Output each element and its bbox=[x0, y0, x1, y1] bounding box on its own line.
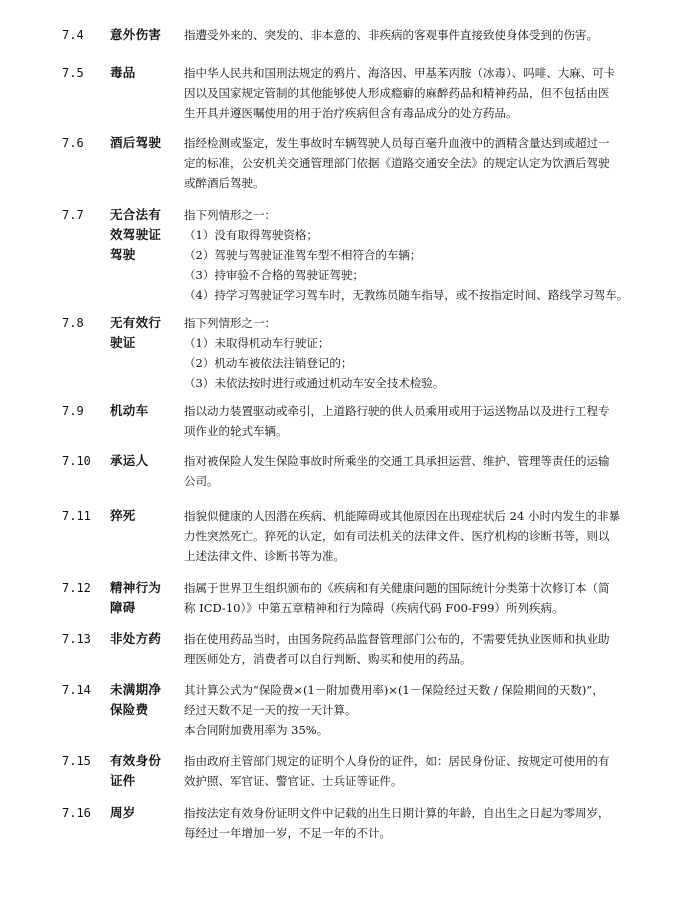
definition-line: 指以动力装置驱动或牵引，上道路行驶的供人员乘用或用于运送物品以及进行工程专 bbox=[184, 404, 610, 418]
defined-term bbox=[110, 751, 170, 791]
defined-term bbox=[110, 803, 170, 823]
defined-term bbox=[110, 133, 170, 153]
definition-line: 指遭受外来的、突发的、非本意的、非疾病的客观事件直接致使身体受到的伤害。 bbox=[184, 28, 598, 42]
definition-line: 本合同附加费用率为 35%。 bbox=[184, 723, 329, 737]
term-line: 机动车 bbox=[110, 403, 149, 418]
definition-line: 称 ICD-10）》中第五章精神和行为障碍（疾病代码 F00-F99）所列疾病。 bbox=[184, 601, 564, 615]
clause-number: 7.10 bbox=[62, 454, 91, 468]
clause-number: 7.12 bbox=[62, 581, 91, 595]
term-line: 无有效行 bbox=[110, 315, 162, 330]
defined-term bbox=[110, 205, 170, 265]
definition-line: （2）机动车被依法注销登记的； bbox=[184, 356, 353, 370]
definition-line: （2）驾驶与驾驶证准驾车型不相符合的车辆； bbox=[184, 248, 422, 262]
definition-text bbox=[184, 25, 664, 45]
clause-number: 7.8 bbox=[62, 316, 84, 330]
clause-number: 7.6 bbox=[62, 136, 84, 150]
definition-line: 力性突然死亡。猝死的认定，如有司法机关的法律文件、医疗机构的诊断书等，则以 bbox=[184, 529, 610, 543]
definition-line: 指经检测或鉴定，发生事故时车辆驾驶人员每百毫升血液中的酒精含量达到或超过一 bbox=[184, 136, 610, 150]
clause-number: 7.9 bbox=[62, 404, 84, 418]
definition-line: 理医师处方，消费者可以自行判断、购买和使用的药品。 bbox=[184, 652, 472, 666]
definition-line: 指对被保险人发生保险事故时所乘坐的交通工具承担运营、维护、管理等责任的运输 bbox=[184, 454, 610, 468]
clause-number: 7.13 bbox=[62, 632, 91, 646]
term-line: 猝死 bbox=[110, 508, 136, 523]
definition-line: （1）没有取得驾驶资格； bbox=[184, 228, 318, 242]
definition-line: 或醉酒后驾驶。 bbox=[184, 176, 265, 190]
term-line: 毒品 bbox=[110, 65, 136, 80]
definition-line: （4）持学习驾驶证学习驾车时，无教练员随车指导，或不按指定时间、路线学习驾车。 bbox=[184, 288, 629, 302]
term-line: 酒后驾驶 bbox=[110, 135, 162, 150]
definition-line: 指下列情形之一： bbox=[184, 316, 276, 330]
definition-line: 指属于世界卫生组织颁布的《疾病和有关健康问题的国际统计分类第十次修订本（简 bbox=[184, 581, 610, 595]
definition-line: 指貌似健康的人因潜在疾病、机能障碍或其他原因在出现症状后 24 小时内发生的非暴 bbox=[184, 509, 620, 523]
definition-text bbox=[184, 63, 664, 123]
definition-line: （1）未取得机动车行驶证； bbox=[184, 336, 330, 350]
definition-line: 指由政府主管部门规定的证明个人身份的证件，如：居民身份证、按规定可使用的有 bbox=[184, 754, 610, 768]
definition-text bbox=[184, 680, 664, 740]
definition-text bbox=[184, 133, 664, 193]
defined-term bbox=[110, 25, 170, 45]
definition-line: 效护照、军官证、警官证、士兵证等证件。 bbox=[184, 774, 403, 788]
defined-term bbox=[110, 313, 170, 353]
definition-line: 公司。 bbox=[184, 474, 219, 488]
definition-text bbox=[184, 451, 664, 491]
term-line: 驶证 bbox=[110, 335, 136, 350]
definition-line: 生开具并遵医嘱使用的用于治疗疾病但含有毒品成分的处方药品。 bbox=[184, 106, 518, 120]
clause-number: 7.5 bbox=[62, 66, 84, 80]
definition-line: 指中华人民共和国刑法规定的鸦片、海洛因、甲基苯丙胺（冰毒）、吗啡、大麻、可卡 bbox=[184, 66, 616, 80]
term-line: 非处方药 bbox=[110, 631, 162, 646]
definition-text bbox=[184, 205, 664, 305]
definition-text bbox=[184, 803, 664, 843]
definition-line: （3）持审验不合格的驾驶证驾驶； bbox=[184, 268, 364, 282]
defined-term bbox=[110, 506, 170, 526]
definition-text bbox=[184, 401, 664, 441]
definition-line: 因以及国家规定管制的其他能够使人形成瘾癖的麻醉药品和精神药品，但不包括由医 bbox=[184, 86, 610, 100]
defined-term bbox=[110, 680, 170, 720]
definition-line: 指下列情形之一： bbox=[184, 208, 276, 222]
definition-text bbox=[184, 578, 664, 618]
definition-text bbox=[184, 751, 664, 791]
definition-line: 指在使用药品当时，由国务院药品监督管理部门公布的，不需要凭执业医师和执业助 bbox=[184, 632, 610, 646]
defined-term bbox=[110, 401, 170, 421]
term-line: 驾驶 bbox=[110, 247, 136, 262]
clause-number: 7.15 bbox=[62, 754, 91, 768]
clause-number: 7.7 bbox=[62, 208, 84, 222]
definition-line: 定的标准，公安机关交通管理部门依据《道路交通安全法》的规定认定为饮酒后驾驶 bbox=[184, 156, 610, 170]
term-line: 承运人 bbox=[110, 453, 149, 468]
definition-line: 经过天数不足一天的按一天计算。 bbox=[184, 703, 357, 717]
definition-line: 每经过一年增加一岁，不足一年的不计。 bbox=[184, 826, 391, 840]
term-line: 无合法有 bbox=[110, 207, 162, 222]
definition-line: 其计算公式为“保险费×(1－附加费用率)×(1－保险经过天数 / 保险期间的天数)”， bbox=[184, 683, 604, 697]
term-line: 周岁 bbox=[110, 805, 136, 820]
definition-text bbox=[184, 629, 664, 669]
clause-number: 7.11 bbox=[62, 509, 91, 523]
term-line: 意外伤害 bbox=[110, 27, 162, 42]
defined-term bbox=[110, 629, 170, 649]
clause-number: 7.16 bbox=[62, 806, 91, 820]
term-line: 效驾驶证 bbox=[110, 227, 162, 242]
definition-line: （3）未依法按时进行或通过机动车安全技术检验。 bbox=[184, 376, 445, 390]
term-line: 保险费 bbox=[110, 702, 149, 717]
definition-text bbox=[184, 506, 664, 566]
term-line: 未满期净 bbox=[110, 682, 162, 697]
definition-text bbox=[184, 313, 664, 393]
term-line: 精神行为 bbox=[110, 580, 162, 595]
term-line: 障碍 bbox=[110, 600, 136, 615]
definition-line: 指按法定有效身份证明文件中记载的出生日期计算的年龄，自出生之日起为零周岁， bbox=[184, 806, 610, 820]
defined-term bbox=[110, 451, 170, 471]
clause-number: 7.14 bbox=[62, 683, 91, 697]
defined-term bbox=[110, 63, 170, 83]
term-line: 证件 bbox=[110, 773, 136, 788]
clause-number: 7.4 bbox=[62, 28, 84, 42]
definition-line: 项作业的轮式车辆。 bbox=[184, 424, 288, 438]
defined-term bbox=[110, 578, 170, 618]
definition-line: 上述法律文件、诊断书等为准。 bbox=[184, 549, 345, 563]
term-line: 有效身份 bbox=[110, 753, 162, 768]
